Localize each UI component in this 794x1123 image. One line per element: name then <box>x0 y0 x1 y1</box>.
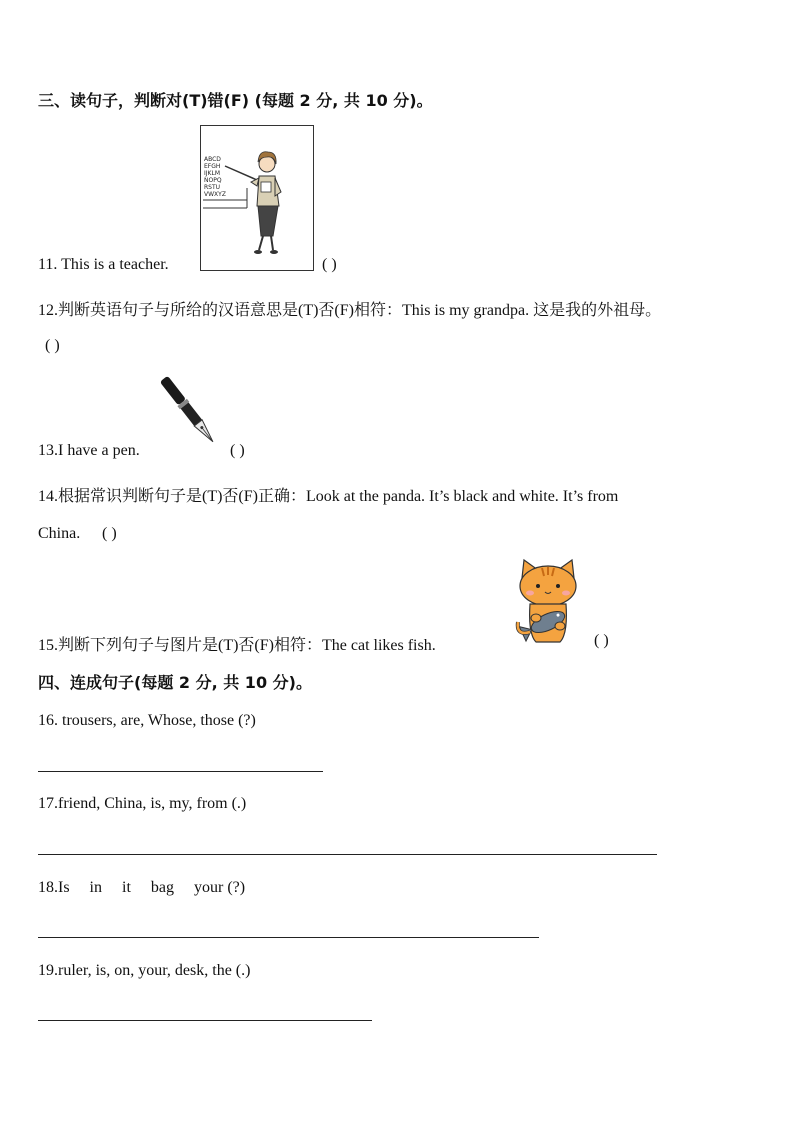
question-19: 19.ruler, is, on, your, desk, the (.) <box>38 962 251 979</box>
question-13: 13.I have a pen. <box>38 442 140 459</box>
question-15: 15.判断下列句子与图片是(T)否(F)相符：The cat likes fish. <box>38 637 436 654</box>
question-16: 16. trousers, are, Whose, those (?) <box>38 712 256 729</box>
alphabet-line-4: NOPQ <box>204 177 222 184</box>
question-11: 11. This is a teacher. <box>38 256 169 273</box>
teacher-image <box>200 125 314 271</box>
answer-line-19[interactable] <box>38 1020 372 1021</box>
alphabet-line-2: EFGH <box>204 163 221 170</box>
answer-paren-11[interactable]: ( ) <box>322 256 337 273</box>
question-14-line-1: 14.根据常识判断句子是(T)否(F)正确：Look at the panda. It’s black and white. It’s from <box>38 488 619 505</box>
alphabet-line-3: IJKLM <box>204 170 220 177</box>
section-3-heading: 三、读句子，判断对(T)错(F) (每题 2 分, 共 10 分)。 <box>38 91 433 110</box>
answer-line-16[interactable] <box>38 771 323 772</box>
pen-image <box>160 373 224 457</box>
answer-line-17[interactable] <box>38 854 657 855</box>
section-4-heading: 四、连成句子(每题 2 分, 共 10 分)。 <box>38 673 312 692</box>
answer-paren-12[interactable]: ( ) <box>45 337 60 354</box>
question-18: 18.Is in it bag your (?) <box>38 879 246 896</box>
answer-paren-15[interactable]: ( ) <box>594 632 609 649</box>
cat-image <box>508 556 588 648</box>
answer-paren-13[interactable]: ( ) <box>230 442 245 459</box>
alphabet-line-1: ABCD <box>204 156 221 163</box>
teacher-illustration <box>201 126 313 270</box>
question-14-line-2: China. <box>38 525 81 542</box>
question-12: 12.判断英语句子与所给的汉语意思是(T)否(F)相符：This is my grandpa. 这是我的外祖母。 <box>38 302 662 319</box>
question-17: 17.friend, China, is, my, from (.) <box>38 795 247 812</box>
alphabet-line-5: RSTU <box>204 184 221 191</box>
alphabet-line-6: VWXYZ <box>204 191 226 198</box>
cat-with-fish-icon <box>508 556 588 648</box>
fountain-pen-icon <box>160 373 224 457</box>
answer-paren-14[interactable]: ( ) <box>102 525 117 542</box>
answer-line-18[interactable] <box>38 937 539 938</box>
